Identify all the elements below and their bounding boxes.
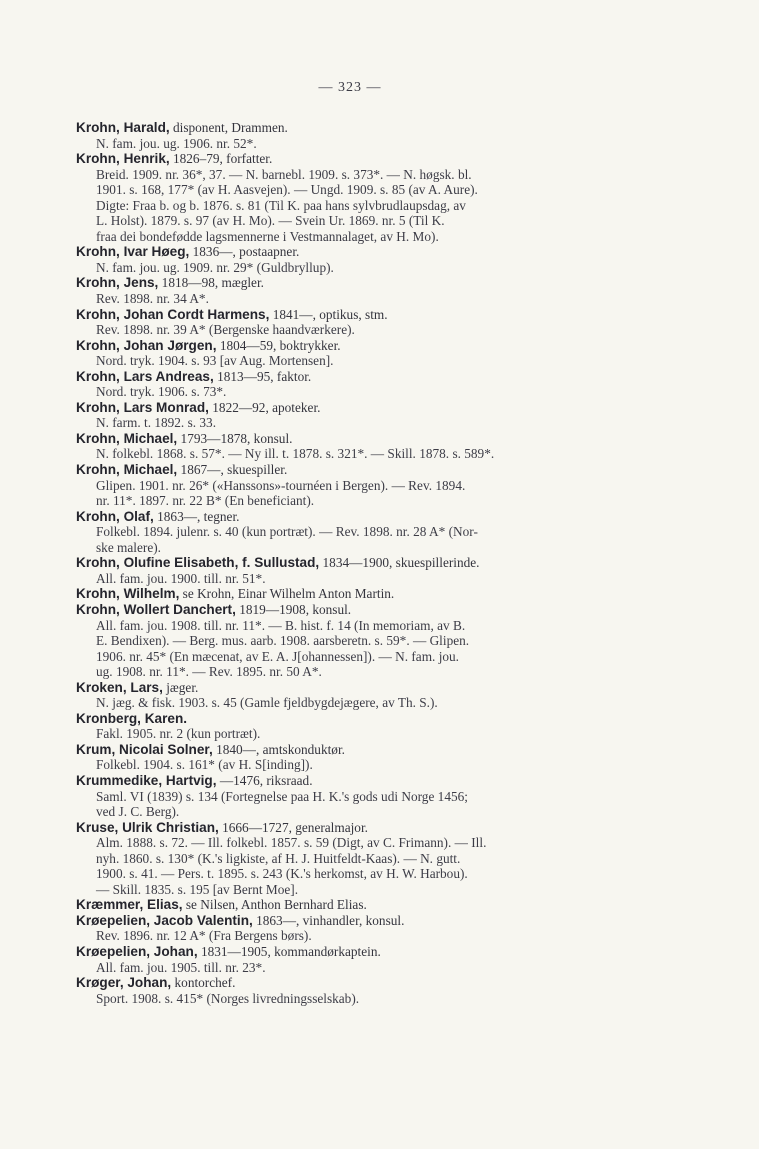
- entry-description: 1818—98, mægler.: [161, 275, 264, 291]
- index-entry: [76, 586, 666, 602]
- entry-name: Krum, Nicolai Solner,: [76, 741, 213, 757]
- entry-references: [76, 618, 666, 680]
- entry-heading: [76, 820, 666, 836]
- reference-line: Saml. VI (1839) s. 134 (Fortegnelse paa H. K.'s gods udi Norge 1456;: [96, 788, 468, 804]
- entry-description: 1831—1905, kommandørkaptein.: [200, 943, 381, 959]
- entry-description: 1867—, skuespiller.: [180, 462, 288, 478]
- reference-line: ved J. C. Berg).: [96, 804, 180, 820]
- entry-references: [76, 260, 666, 276]
- entry-name: Krohn, Wollert Danchert,: [76, 601, 236, 617]
- reference-line: Rev. 1898. nr. 34 A*.: [96, 291, 209, 307]
- entry-heading: [76, 369, 666, 385]
- entry-references: [76, 960, 666, 976]
- entry-description: se Nilsen, Anthon Bernhard Elias.: [185, 897, 367, 913]
- reference-line: Folkebl. 1894. julenr. s. 40 (kun portræt). — Rev. 1898. nr. 28 A* (Nor-: [96, 524, 478, 540]
- entry-references: [76, 991, 666, 1007]
- reference-line: Glipen. 1901. nr. 26* («Hanssons»-tournéen i Bergen). — Rev. 1894.: [96, 477, 466, 493]
- entry-references: [76, 136, 666, 152]
- entry-heading: [76, 431, 666, 447]
- entry-heading: [76, 975, 666, 991]
- entry-heading: [76, 680, 666, 696]
- index-entry: [76, 400, 666, 431]
- entry-name: Kroken, Lars,: [76, 679, 163, 695]
- entry-description: 1819—1908, konsul.: [239, 601, 352, 617]
- reference-line: N. farm. t. 1892. s. 33.: [96, 415, 217, 431]
- reference-line: 1901. s. 168, 177* (av H. Aasvejen). — Ungd. 1909. s. 85 (av A. Aure).: [96, 182, 478, 198]
- entry-references: [76, 524, 666, 555]
- reference-line: nyh. 1860. s. 130* (K.'s ligkiste, af H. J. Huitfeldt-Kaas). — N. gutt.: [96, 850, 461, 866]
- entry-heading: [76, 773, 666, 789]
- entry-references: [76, 353, 666, 369]
- index-entry: [76, 244, 666, 275]
- entry-references: [76, 415, 666, 431]
- entry-name: Krøepelien, Jacob Valentin,: [76, 912, 253, 928]
- reference-line: 1900. s. 41. — Pers. t. 1895. s. 243 (K.'s herkomst, av H. W. Harbou).: [96, 866, 468, 882]
- entry-references: [76, 928, 666, 944]
- reference-line: fraa dei bondefødde lagsmennerne i Vestmannalaget, av H. Mo).: [96, 228, 439, 244]
- index-entry: [76, 680, 666, 711]
- entry-name: Krohn, Olufine Elisabeth, f. Sullustad,: [76, 555, 320, 571]
- index-entry: [76, 338, 666, 369]
- entry-references: [76, 167, 666, 245]
- entry-references: [76, 695, 666, 711]
- entry-references: [76, 571, 666, 587]
- entry-list: [76, 120, 666, 1006]
- entry-heading: [76, 555, 666, 571]
- entry-name: Krohn, Henrik,: [76, 151, 170, 167]
- index-entry: [76, 944, 666, 975]
- reference-line: Alm. 1888. s. 72. — Ill. folkebl. 1857. s. 59 (Digt, av C. Frimann). — Ill.: [96, 835, 487, 851]
- entry-heading: [76, 462, 666, 478]
- index-entry: [76, 120, 666, 151]
- reference-line: — Skill. 1835. s. 195 [av Bernt Moe].: [96, 881, 299, 897]
- reference-line: Nord. tryk. 1906. s. 73*.: [96, 384, 227, 400]
- reference-line: nr. 11*. 1897. nr. 22 B* (En beneficiant).: [96, 493, 315, 509]
- entry-name: Krohn, Lars Monrad,: [76, 399, 209, 415]
- index-entry: [76, 975, 666, 1006]
- entry-name: Kræmmer, Elias,: [76, 897, 183, 913]
- entry-description: se Krohn, Einar Wilhelm Anton Martin.: [182, 586, 395, 602]
- reference-line: Nord. tryk. 1904. s. 93 [av Aug. Mortensen].: [96, 353, 334, 369]
- entry-references: [76, 446, 666, 462]
- entry-references: [76, 291, 666, 307]
- entry-name: Krøepelien, Johan,: [76, 943, 198, 959]
- page-number: — 323 —: [318, 80, 382, 95]
- reference-line: 1906. nr. 45* (En mæcenat, av E. A. J[ohannessen]). — N. fam. jou.: [96, 648, 460, 664]
- reference-line: Breid. 1909. nr. 36*, 37. — N. barnebl. 1909. s. 373*. — N. høgsk. bl.: [96, 166, 472, 182]
- entry-heading: [76, 307, 666, 323]
- reference-line: Folkebl. 1904. s. 161* (av H. S[inding]).: [96, 757, 313, 773]
- reference-line: All. fam. jou. 1900. till. nr. 51*.: [96, 570, 266, 586]
- index-entry: [76, 307, 666, 338]
- index-entry: [76, 742, 666, 773]
- index-entry: [76, 820, 666, 898]
- entry-references: [76, 384, 666, 400]
- entry-references: [76, 726, 666, 742]
- entry-references: [76, 757, 666, 773]
- entry-description: 1863—, tegner.: [157, 508, 240, 524]
- entry-name: Krohn, Johan Cordt Harmens,: [76, 306, 270, 322]
- reference-line: N. fam. jou. ug. 1909. nr. 29* (Guldbryllup).: [96, 259, 334, 275]
- entry-description: —1476, riksraad.: [219, 772, 313, 788]
- entry-references: [76, 789, 666, 820]
- entry-description: 1826–79, forfatter.: [172, 151, 273, 167]
- entry-heading: [76, 586, 666, 602]
- reference-line: Rev. 1896. nr. 12 A* (Fra Bergens børs).: [96, 928, 312, 944]
- reference-line: Fakl. 1905. nr. 2 (kun portræt).: [96, 726, 261, 742]
- entry-name: Krohn, Olaf,: [76, 508, 154, 524]
- entry-heading: [76, 742, 666, 758]
- reference-line: All. fam. jou. 1905. till. nr. 23*.: [96, 959, 266, 975]
- reference-line: Rev. 1898. nr. 39 A* (Bergenske haandværkere).: [96, 322, 355, 338]
- index-entry: [76, 773, 666, 820]
- reference-line: Sport. 1908. s. 415* (Norges livredningsselskab).: [96, 990, 360, 1006]
- entry-heading: [76, 509, 666, 525]
- entry-references: [76, 835, 666, 897]
- entry-heading: [76, 244, 666, 260]
- entry-heading: [76, 897, 666, 913]
- reference-line: N. fam. jou. ug. 1906. nr. 52*.: [96, 135, 257, 151]
- index-entry: [76, 275, 666, 306]
- index-entry: [76, 897, 666, 913]
- index-entry: [76, 509, 666, 556]
- index-entry: [76, 431, 666, 462]
- entry-description: kontorchef.: [174, 975, 236, 991]
- index-entry: [76, 151, 666, 244]
- entry-name: Kruse, Ulrik Christian,: [76, 819, 219, 835]
- entry-heading: [76, 120, 666, 136]
- entry-name: Krohn, Michael,: [76, 430, 178, 446]
- entry-name: Krohn, Ivar Høeg,: [76, 244, 190, 260]
- reference-line: All. fam. jou. 1908. till. nr. 11*. — B. hist. f. 14 (In memoriam, av B.: [96, 617, 466, 633]
- entry-name: Krohn, Johan Jørgen,: [76, 337, 217, 353]
- entry-heading: [76, 913, 666, 929]
- entry-description: 1804—59, boktrykker.: [219, 337, 341, 353]
- entry-name: Krøger, Johan,: [76, 975, 172, 991]
- entry-description: 1793—1878, konsul.: [180, 430, 293, 446]
- entry-name: Krohn, Lars Andreas,: [76, 368, 214, 384]
- entry-name: Krohn, Wilhelm,: [76, 586, 180, 602]
- entry-references: [76, 478, 666, 509]
- entry-description: 1666—1727, generalmajor.: [222, 819, 368, 835]
- index-entry: [76, 462, 666, 509]
- entry-heading: [76, 400, 666, 416]
- entry-name: Kronberg, Karen.: [76, 710, 188, 726]
- reference-line: ske malere).: [96, 539, 161, 555]
- entry-description: 1840—, amtskonduktør.: [216, 741, 345, 757]
- entry-heading: [76, 602, 666, 618]
- entry-description: disponent, Drammen.: [172, 120, 288, 135]
- index-entry: [76, 711, 666, 742]
- reference-line: N. jæg. & fisk. 1903. s. 45 (Gamle fjeldbygdejægere, av Th. S.).: [96, 695, 438, 711]
- reference-line: Digte: Fraa b. og b. 1876. s. 81 (Til K. paa hans sylvbrudlaupsdag, av: [96, 197, 466, 213]
- entry-heading: [76, 944, 666, 960]
- entry-description: 1813—95, faktor.: [217, 368, 312, 384]
- entry-description: 1836—, postaapner.: [192, 244, 300, 260]
- entry-description: 1863—, vinhandler, konsul.: [256, 912, 405, 928]
- reference-line: N. folkebl. 1868. s. 57*. — Ny ill. t. 1878. s. 321*. — Skill. 1878. s. 589*.: [96, 446, 495, 462]
- entry-description: 1841—, optikus, stm.: [272, 306, 388, 322]
- entry-name: Krohn, Jens,: [76, 275, 159, 291]
- entry-description: jæger.: [166, 679, 199, 695]
- entry-description: 1822—92, apoteker.: [212, 399, 321, 415]
- entry-heading: [76, 151, 666, 167]
- reference-line: ug. 1908. nr. 11*. — Rev. 1895. nr. 50 A*.: [96, 664, 322, 680]
- entry-heading: [76, 338, 666, 354]
- entry-description: 1834—1900, skuespillerinde.: [322, 555, 480, 571]
- entry-name: Krohn, Harald,: [76, 120, 170, 135]
- reference-line: L. Holst). 1879. s. 97 (av H. Mo). — Svein Ur. 1869. nr. 5 (Til K.: [96, 213, 445, 229]
- entry-heading: [76, 275, 666, 291]
- entry-heading: [76, 711, 666, 727]
- index-entry: [76, 555, 666, 586]
- entry-name: Krohn, Michael,: [76, 462, 178, 478]
- entry-references: [76, 322, 666, 338]
- reference-line: E. Bendixen). — Berg. mus. aarb. 1908. aarsberetn. s. 59*. — Glipen.: [96, 633, 470, 649]
- index-entry: [76, 602, 666, 680]
- index-entry: [76, 369, 666, 400]
- entry-name: Krummedike, Hartvig,: [76, 772, 217, 788]
- index-entry: [76, 913, 666, 944]
